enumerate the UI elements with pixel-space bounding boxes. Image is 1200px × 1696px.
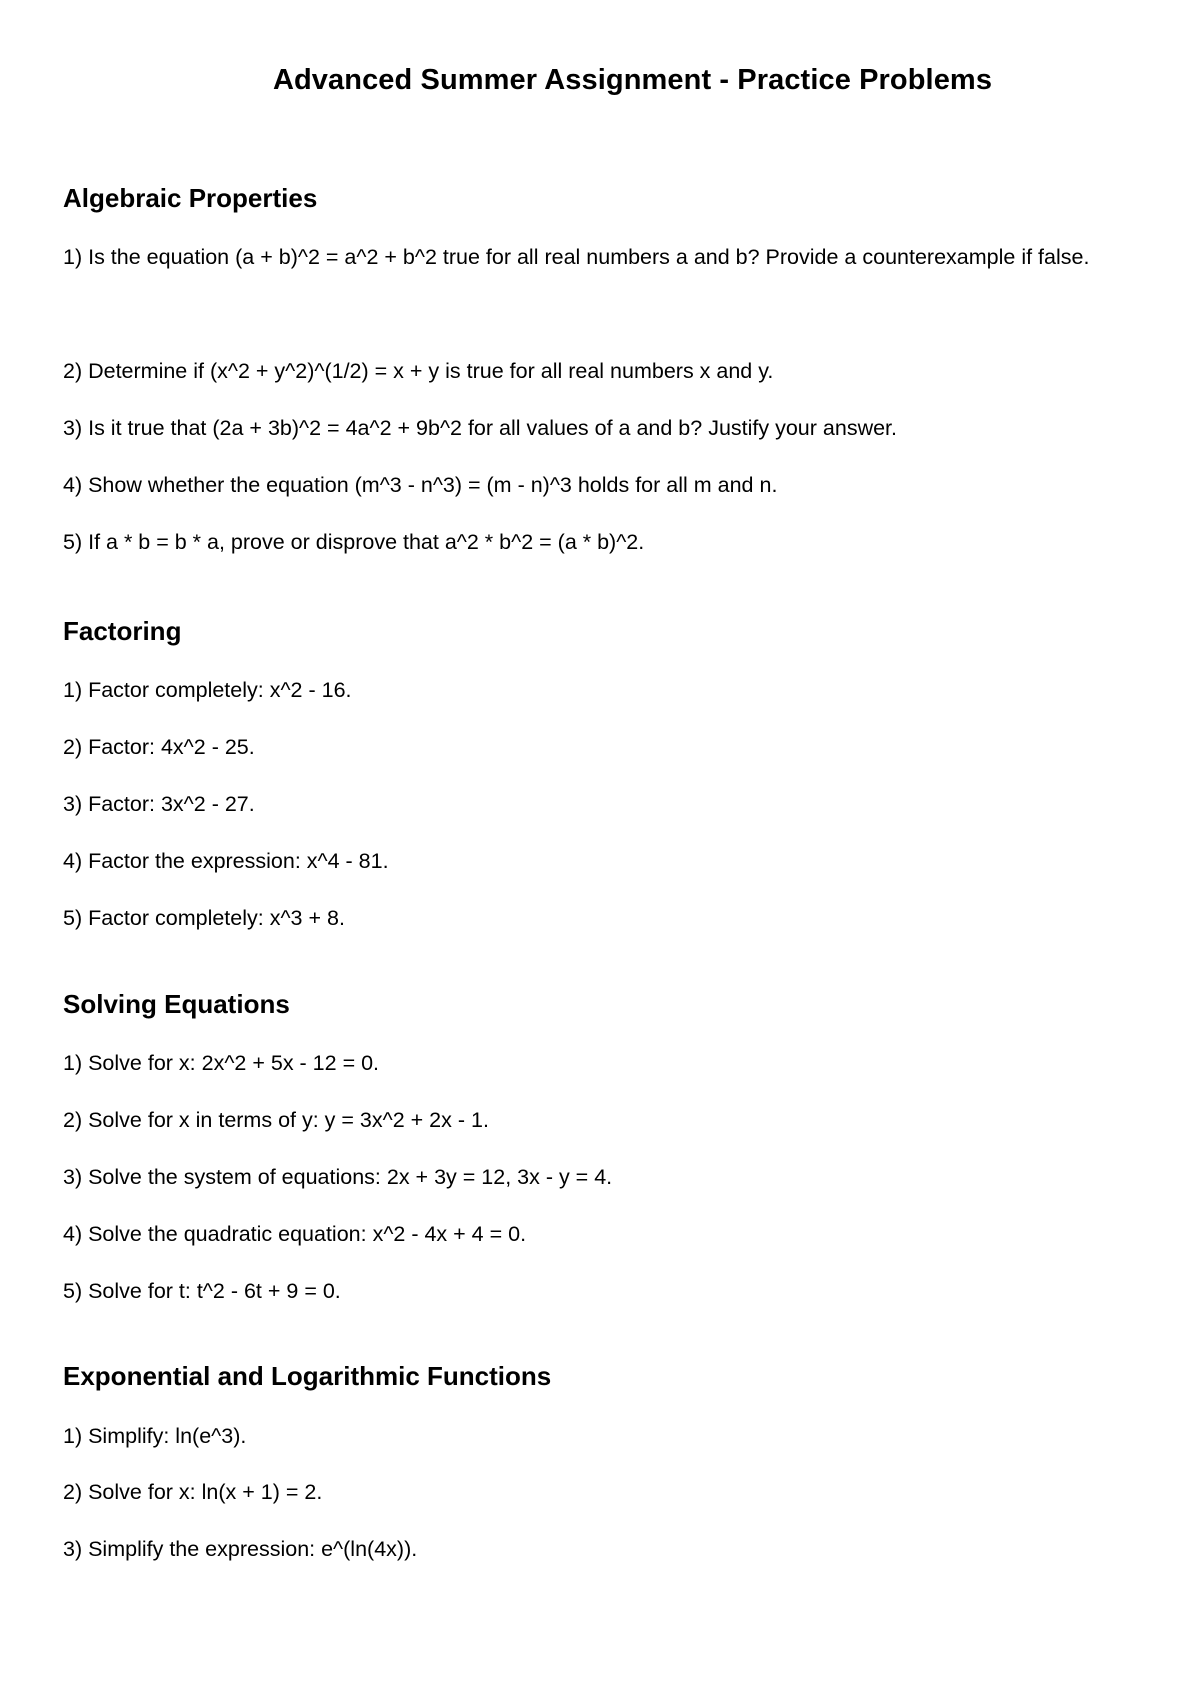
- problem-item: 4) Factor the expression: x^4 - 81.: [63, 849, 389, 873]
- section-heading-solving-equations: Solving Equations: [63, 989, 290, 1019]
- section-heading-factoring: Factoring: [63, 616, 182, 646]
- problem-item: 1) Simplify: ln(e^3).: [63, 1424, 247, 1448]
- problem-item: 2) Determine if (x^2 + y^2)^(1/2) = x + y is true for all real numbers x and y.: [63, 359, 774, 383]
- problem-item: 5) If a * b = b * a, prove or disprove that a^2 * b^2 = (a * b)^2.: [63, 530, 645, 554]
- problem-item: 2) Solve for x in terms of y: y = 3x^2 + 2x - 1.: [63, 1108, 489, 1132]
- section-heading-exponential-logarithmic: Exponential and Logarithmic Functions: [63, 1361, 552, 1391]
- problem-item: 5) Solve for t: t^2 - 6t + 9 = 0.: [63, 1279, 341, 1303]
- problem-item: 2) Factor: 4x^2 - 25.: [63, 735, 255, 759]
- section-heading-algebraic-properties: Algebraic Properties: [63, 183, 318, 213]
- problem-item: 2) Solve for x: ln(x + 1) = 2.: [63, 1480, 323, 1504]
- problem-item: 1) Factor completely: x^2 - 16.: [63, 678, 352, 702]
- problem-item: 4) Solve the quadratic equation: x^2 - 4x + 4 = 0.: [63, 1222, 527, 1246]
- problem-item: 4) Show whether the equation (m^3 - n^3) = (m - n)^3 holds for all m and n.: [63, 473, 778, 497]
- problem-item: 1) Solve for x: 2x^2 + 5x - 12 = 0.: [63, 1051, 380, 1075]
- problem-item: 3) Is it true that (2a + 3b)^2 = 4a^2 + 9b^2 for all values of a and b? Justify your answer.: [63, 416, 897, 440]
- problem-item: 1) Is the equation (a + b)^2 = a^2 + b^2 true for all real numbers a and b? Provide a counterexample if false.: [63, 245, 1090, 269]
- problem-item: 3) Factor: 3x^2 - 27.: [63, 792, 255, 816]
- problem-item: 3) Solve the system of equations: 2x + 3y = 12, 3x - y = 4.: [63, 1165, 613, 1189]
- problem-item: 3) Simplify the expression: e^(ln(4x)).: [63, 1537, 418, 1561]
- problem-item: 5) Factor completely: x^3 + 8.: [63, 906, 345, 930]
- page-title: Advanced Summer Assignment - Practice Problems: [272, 64, 993, 96]
